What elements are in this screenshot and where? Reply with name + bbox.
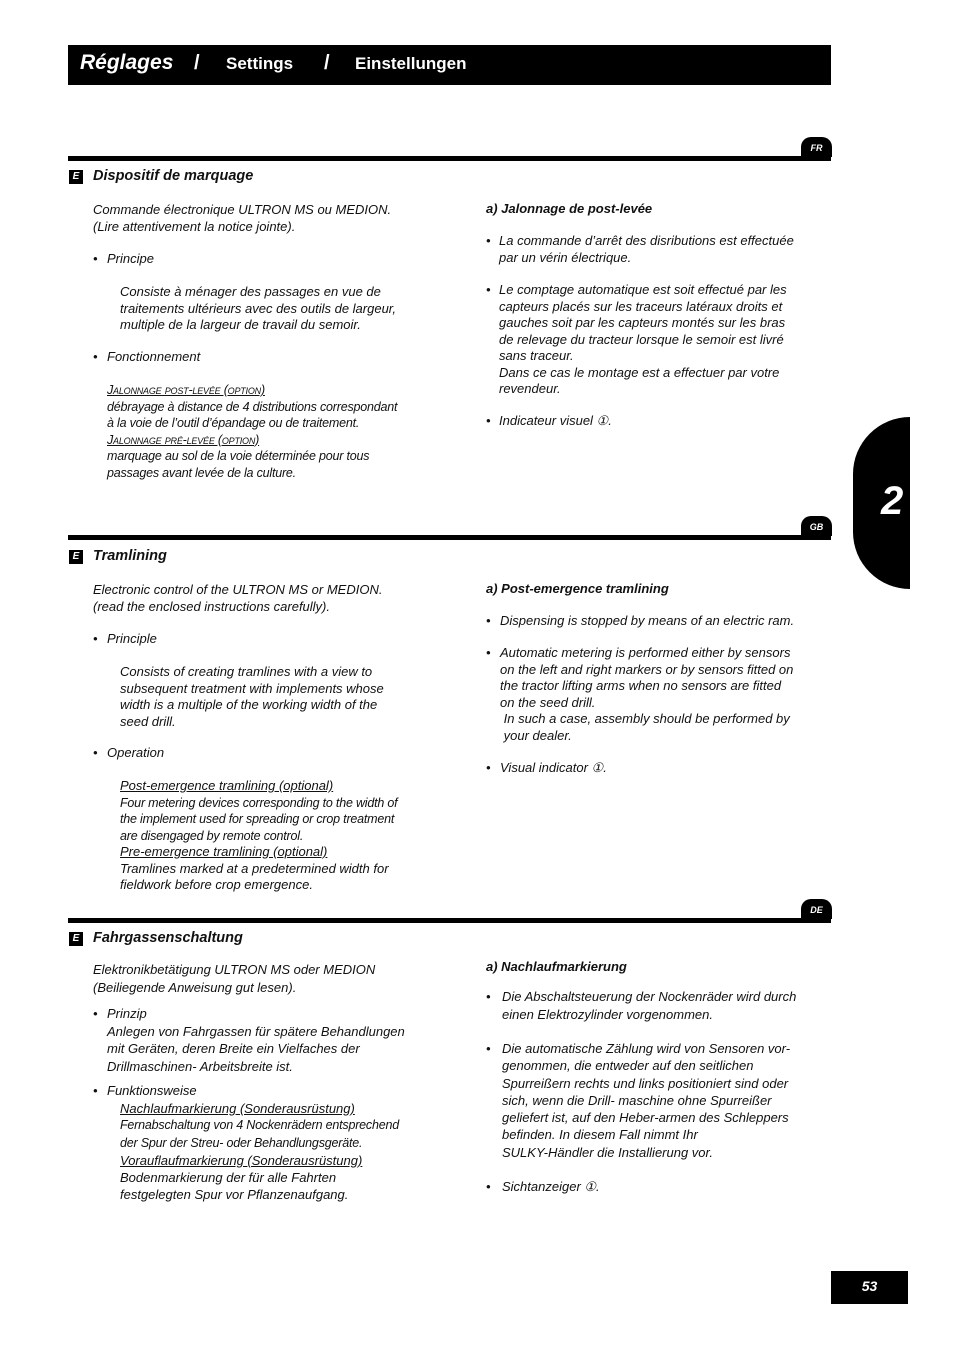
section-title-fr: Dispositif de marquage (93, 168, 254, 184)
section-rule (68, 156, 831, 161)
operation-item-de: • Funktionsweise (93, 1083, 197, 1098)
subtitle-gb: a) Post-emergence tramlining (486, 581, 669, 596)
bullet-1-fr: • La commande d’arrêt des disributions est effectuée par un vérin électrique. (486, 233, 794, 265)
header-separator: / (324, 52, 330, 74)
principle-item-gb: • Principle (93, 631, 157, 646)
principle-item-de: • Prinzip Anlegen von Fahrgassen für spätere Behandlungen mit Geräten, deren Breite ein Vielfaches der Drillmaschinen- Arbeitsbreite ist. (93, 1006, 405, 1074)
operation-item-gb: • Operation (93, 745, 165, 760)
bullet-3-de: • Sichtanzeiger ①. (486, 1179, 600, 1194)
page-header (68, 45, 831, 85)
section-marker: E (69, 932, 83, 946)
lang-badge-gb: GB (801, 516, 832, 536)
chapter-tab (853, 417, 910, 589)
principle-text-fr: Consiste à ménager des passages en vue de traitements ultérieurs avec des outils de largeur, multiple de la largeur de travail du semoir. (120, 284, 397, 332)
chapter-number: 2 (881, 479, 904, 523)
bullet-3-fr: • Indicateur visuel ①. (486, 413, 612, 428)
header-title-gb: Settings (226, 54, 294, 73)
principle-item-fr: • Principe (93, 251, 154, 266)
operation-item-fr: • Fonctionnement (93, 349, 201, 364)
section-title-de: Fahrgassenschaltung (93, 930, 243, 946)
header-title-de: Einstellungen (355, 54, 467, 73)
lang-badge-fr: FR (801, 137, 832, 157)
bullet-2-gb: • Automatic metering is performed either by sensors on the left and right markers or by sensors fitted on the tractor lifting arms when no sensors are fitted on the seed drill. In such a case, assembly should be performed by your dealer. (486, 645, 794, 743)
intro-fr: Commande électronique ULTRON MS ou MEDION. (Lire attentivement la notice jointe). (93, 202, 392, 234)
principle-text-gb: Consists of creating tramlines with a view to subsequent treatment with implements whose width is a multiple of the working width of the seed drill. (120, 664, 384, 729)
intro-gb: Electronic control of the ULTRON MS or MEDION. (read the enclosed instructions carefully). (93, 582, 383, 614)
subtitle-de: a) Nachlaufmarkierung (486, 959, 627, 974)
operation-text-fr: Jalonnage post-levée (option) débrayage à distance de 4 distributions correspondant à la voie de l’outil d’épandage ou de traitement. Jalonnage pré-levée (option) marquage au sol de la voie déterminée pour tous passages avant levée de la culture. (107, 383, 398, 480)
bullet-2-fr: • Le comptage automatique est soit effectué par les capteurs placés sur les traceurs latéraux droits et gauches soit par les capteurs montés sur les bras de relevage du tracteur lorsque le semoir est livré sans traceur. Dans ce cas le montage est a effectuer par votre revendeur. (486, 282, 787, 396)
page-number: 53 (831, 1271, 908, 1304)
bullet-3-gb: • Visual indicator ①. (486, 760, 607, 775)
subtitle-fr: a) Jalonnage de post-levée (486, 201, 653, 216)
section-rule (68, 918, 831, 923)
operation-text-gb: Post-emergence tramlining (optional) Four metering devices corresponding to the width of the implement used for spreading or crop treatment are disengaged by remote control. Pre-emergence tramlining (optional) Tramlines marked at a predetermined width for fieldwork before crop emergence. (120, 778, 398, 892)
bullet-1-gb: • Dispensing is stopped by means of an electric ram. (486, 613, 795, 628)
intro-de: Elektronikbetätigung ULTRON MS oder MEDION (Beiliegende Anweisung gut lesen). (93, 962, 376, 995)
operation-text-de: Nachlaufmarkierung (Sonderausrüstung) Fernabschaltung von 4 Nockenrädern entsprechend der Spur der Streu- oder Behandlungsgeräte. Vorauflaufmarkierung (Sonderausrüstung) Bodenmarkierung der für alle Fahrten festgelegten Spur vor Pflanzenaufgang. (120, 1101, 399, 1203)
header-title-fr: Réglages (80, 51, 174, 74)
section-marker: E (69, 170, 83, 184)
bullet-1-de: • Die Abschaltsteuerung der Nockenräder wird durch einen Elektrozylinder vorgenommen. (486, 989, 797, 1022)
header-separator: / (194, 52, 200, 74)
section-rule (68, 535, 831, 540)
section-title-gb: Tramlining (93, 548, 167, 564)
lang-badge-de: DE (801, 899, 832, 919)
section-marker: E (69, 550, 83, 564)
bullet-2-de: • Die automatische Zählung wird von Sensoren vor- genommen, die entweder auf den seitlichen Spurreißern rechts und links positioniert sind oder sich, wenn die Drill- maschine ohne Spurreißer geliefert ist, auf den Heber-armen des Schleppers befinden. In diesem Fall nimmt Ihr SULKY-Händler die Installierung vor. (486, 1041, 791, 1160)
